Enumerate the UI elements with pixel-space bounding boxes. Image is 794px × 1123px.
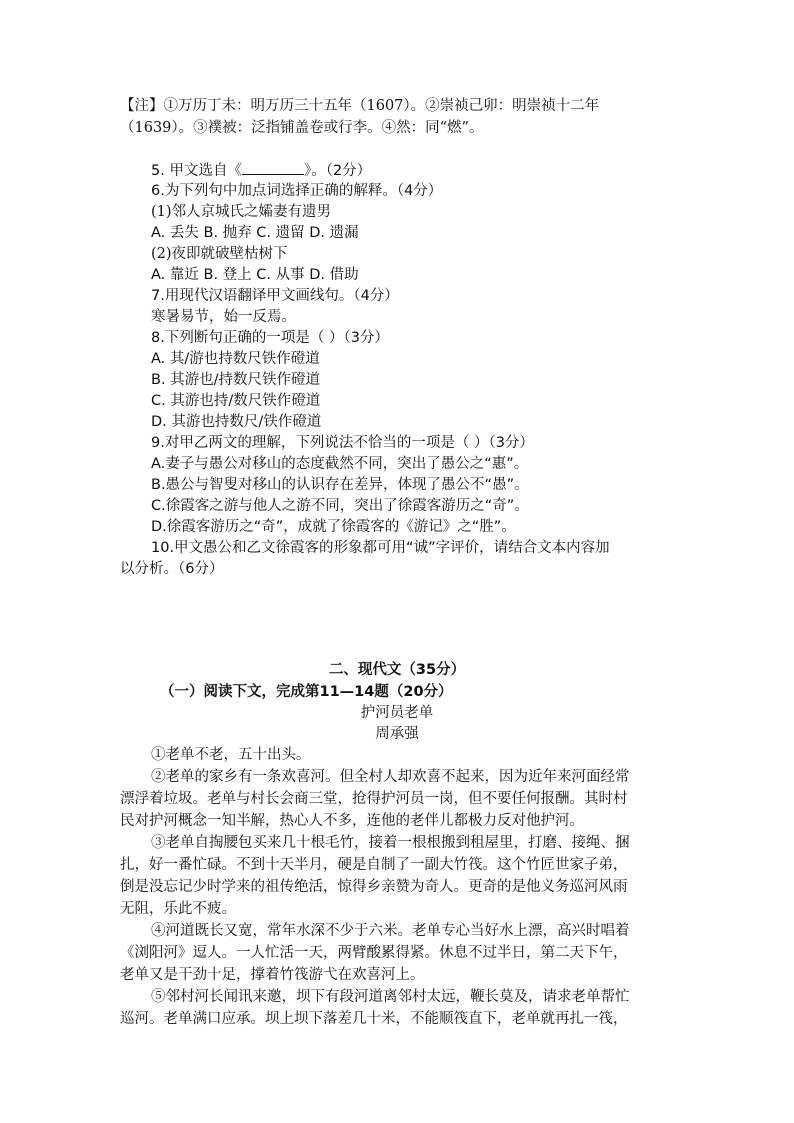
question-10-line-2: 以分析。（6分）	[120, 561, 224, 577]
question-6-item-1-options: A. 丢失 B. 抛弃 C. 遗留 D. 遗漏	[151, 225, 359, 241]
paragraph-4-line-3: 老单又是干劲十足，撑着竹筏游弋在欢喜河上。	[120, 967, 425, 983]
answer-blank	[242, 160, 304, 175]
question-7: 7.用现代汉语翻译甲文画线句。（4分）	[151, 288, 399, 304]
paragraph-3-line-1: ③老单自掏腰包买来几十根毛竹，接着一根根搬到租屋里，打磨、接绳、捆	[151, 835, 630, 851]
question-9-option-b: B.愚公与智叟对移山的认识存在差异，体现了愚公不“愚”。	[151, 477, 529, 493]
paragraph-5-line-2: 巡河。老单满口应承。坝上坝下落差几十米，不能顺筏直下，老单就再扎一筏，	[120, 1011, 628, 1027]
paragraph-4-line-1: ④河道既长又宽，常年水深不少于六米。老单专心当好水上漂，高兴时唱着	[151, 923, 630, 939]
section-subheading: （一）阅读下文，完成第11—14题（20分）	[160, 684, 453, 700]
paragraph-2-line-3: 民对护河概念一知半解，热心人不多，连他的老伴儿都极力反对他护河。	[120, 813, 584, 829]
paragraph-3-line-4: 无阻，乐此不疲。	[120, 901, 236, 917]
question-6-item-2-options: A. 靠近 B. 登上 C. 从事 D. 借助	[151, 267, 359, 283]
question-9: 9.对甲乙两文的理解，下列说法不恰当的一项是（ ）（3分）	[151, 435, 534, 451]
paragraph-4-line-2: 《浏阳河》逗人。一人忙活一天，两臂酸累得紧。休息不过半日，第二天下午，	[120, 945, 628, 961]
question-5-prefix: 5. 甲文选自《	[151, 163, 242, 179]
question-6: 6.为下列句中加点词选择正确的解释。（4分）	[151, 183, 443, 199]
article-author: 周承强	[375, 726, 419, 742]
question-9-option-c: C.徐霞客之游与他人之游不同，突出了徐霞客游历之“奇”。	[151, 498, 529, 514]
paragraph-2-line-2: 漂浮着垃圾。老单与村长会商三堂，抢得护河员一岗，但不要任何报酬。其时村	[120, 791, 628, 807]
article-title: 护河员老单	[360, 705, 434, 721]
question-10-line-1: 10.甲文愚公和乙文徐霞客的形象都可用“诚”字评价，请结合文本内容加	[151, 540, 610, 556]
paragraph-2-line-1: ②老单的家乡有一条欢喜河。但全村人却欢喜不起来，因为近年来河面经常	[151, 769, 630, 785]
section-heading: 二、现代文（35分）	[328, 662, 466, 678]
question-7-sentence: 寒暑易节，始一反焉。	[151, 309, 296, 325]
question-8: 8.下列断句正确的一项是（ ）（3分）	[151, 330, 389, 346]
question-8-option-d: D. 其游也持数尺/铁作磴道	[151, 414, 322, 430]
note-line-2: （1639）。③襆被：泛指铺盖卷或行李。④然：同“燃”。	[120, 120, 484, 136]
paragraph-3-line-2: 扎，好一番忙碌。不到十天半月，硬是自制了一副大竹筏。这个竹匠世家子弟，	[120, 857, 628, 873]
note-line-1: 【注】①万历丁未：明万历三十五年（1607）。②崇祯己卯：明崇祯十二年	[120, 98, 600, 114]
question-5	[151, 160, 371, 181]
question-8-option-a: A. 其/游也持数尺铁作磴道	[151, 351, 320, 367]
question-6-item-2: (2)夜即就破壁枯树下	[151, 246, 288, 262]
question-9-option-a: A.妻子与愚公对移山的态度截然不同，突出了愚公之“惠”。	[151, 456, 529, 472]
question-5-suffix: 》。（2分）	[303, 163, 372, 179]
paragraph-3-line-3: 倒是没忘记少时学来的祖传绝活，惊得乡亲赞为奇人。更奇的是他义务巡河风雨	[120, 879, 628, 895]
paragraph-1: ①老单不老，五十出头。	[151, 747, 311, 763]
question-8-option-b: B. 其游也/持数尺铁作磴道	[151, 372, 321, 388]
paragraph-5-line-1: ⑤邻村河长闻讯来邀，坝下有段河道离邻村太远，鞭长莫及，请求老单帮忙	[151, 989, 630, 1005]
question-6-item-1: (1)邻人京城氏之孀妻有遗男	[151, 204, 332, 220]
question-8-option-c: C. 其游也持/数尺铁作磴道	[151, 393, 321, 409]
question-9-option-d: D.徐霞客游历之“奇”，成就了徐霞客的《游记》之“胜”。	[151, 519, 516, 535]
